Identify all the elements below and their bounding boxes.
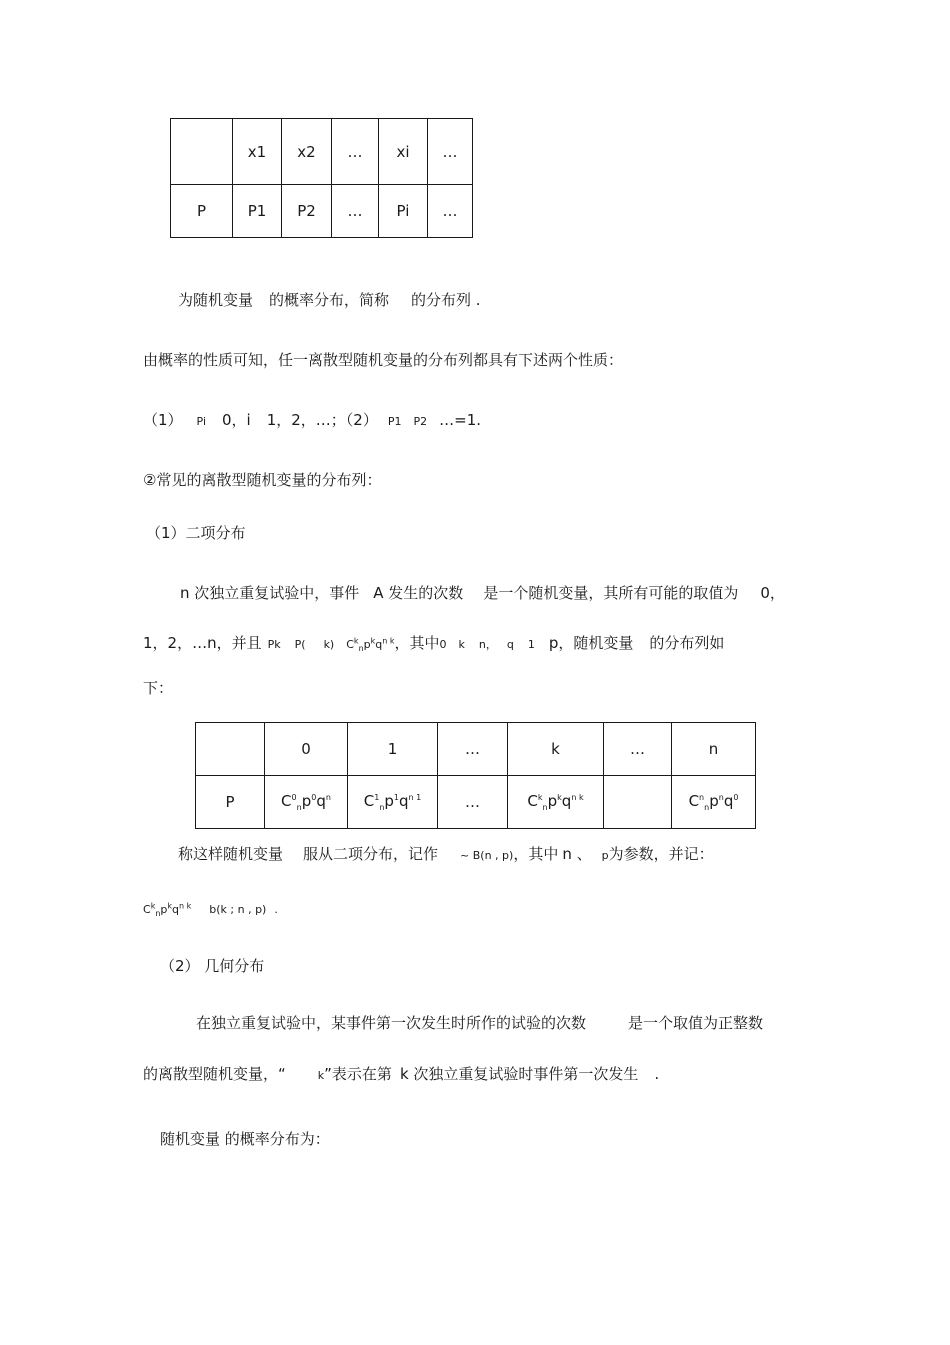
binomial-table xyxy=(195,722,756,829)
table-cell: 0 xyxy=(265,723,348,776)
table-cell: P2 xyxy=(282,185,332,238)
section-heading: （2） 几何分布 xyxy=(160,957,265,975)
table-cell: Pi xyxy=(379,185,428,238)
table-cell: … xyxy=(604,723,672,776)
table-cell: … xyxy=(428,185,473,238)
properties-line: （1） Pi 0，i 1，2，…；（2） P1 P2 …=1. xyxy=(143,411,482,429)
table-cell: … xyxy=(438,776,508,829)
paragraph: 在独立重复试验中，某事件第一次发生时所作的试验的次数 是一个取值为正整数 xyxy=(196,1014,764,1032)
section-heading: （1）二项分布 xyxy=(146,524,246,542)
table-cell: P xyxy=(171,185,233,238)
paragraph: 称这样随机变量 服从二项分布，记作 ~ B(n , p)，其中 n 、 p为参数，并记： xyxy=(178,845,714,863)
table-cell: … xyxy=(428,119,473,185)
table-cell: n xyxy=(672,723,756,776)
table-cell: P xyxy=(196,776,265,829)
table-cell: … xyxy=(332,119,379,185)
distribution-table xyxy=(170,118,473,238)
table-cell: k xyxy=(508,723,604,776)
paragraph: 为随机变量 的概率分布，简称 的分布列 . xyxy=(178,291,481,309)
table-cell: xi xyxy=(379,119,428,185)
paragraph: 随机变量 的概率分布为： xyxy=(160,1130,330,1148)
table-cell xyxy=(196,723,265,776)
table-cell: 1 xyxy=(348,723,438,776)
section-heading: ②常见的离散型随机变量的分布列： xyxy=(143,471,382,489)
table-cell: … xyxy=(332,185,379,238)
table-cell xyxy=(604,776,672,829)
paragraph: n 次独立重复试验中，事件 A 发生的次数 是一个随机变量，其所有可能的取值为 0， xyxy=(180,584,785,602)
paragraph: 下： xyxy=(143,679,174,697)
paragraph: 的离散型随机变量，“ k”表示在第 k 次独立重复试验时事件第一次发生 . xyxy=(143,1065,660,1083)
table-cell: x2 xyxy=(282,119,332,185)
table-cell: $C^0_np^0q^n$ xyxy=(265,776,348,829)
formula-line: $C^k_np^kq^{n k}$ b(k ; n , p) . xyxy=(143,901,278,919)
table-cell: $C^n_np^nq^0$ xyxy=(672,776,756,829)
paragraph: 1，2，…n，并且 Pk P( k) $C^k_np^kq^{n k}$，其中0 k n， q 1 p，随机变量 的分布列如 xyxy=(143,634,725,654)
paragraph: 由概率的性质可知，任一离散型随机变量的分布列都具有下述两个性质： xyxy=(143,351,624,369)
table-cell xyxy=(171,119,233,185)
table-cell: $C^1_np^1q^{n 1}$ xyxy=(348,776,438,829)
table-cell: … xyxy=(438,723,508,776)
table-cell: x1 xyxy=(233,119,282,185)
table-cell: P1 xyxy=(233,185,282,238)
table-cell: $C^k_np^kq^{n k}$ xyxy=(508,776,604,829)
